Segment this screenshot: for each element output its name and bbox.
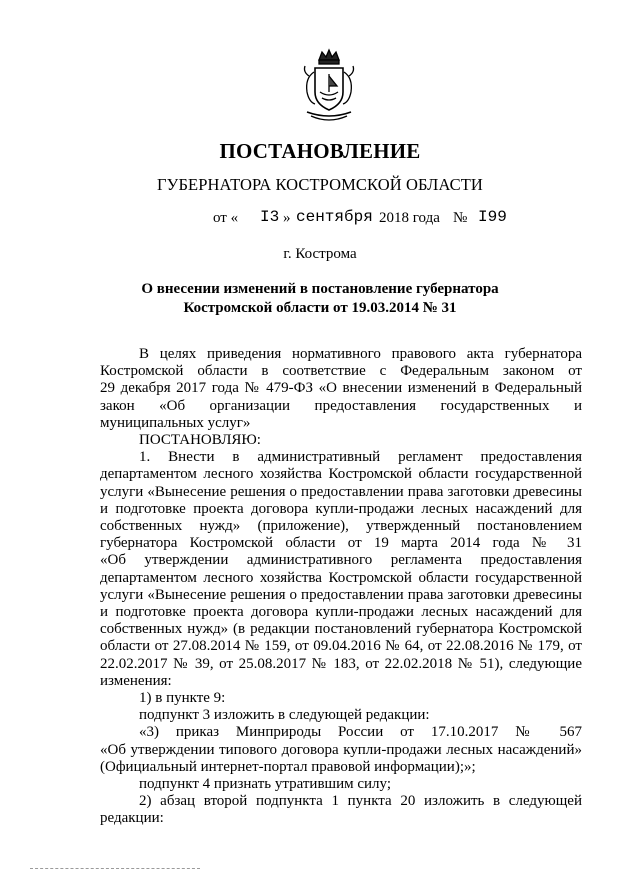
date-month: сентября [296,208,373,226]
body-line: услуги «Вынесение решения о предоставлении права заготовки древесины [100,483,582,500]
body-line: Костромской области в соответствие с Федеральным законом от [100,363,582,380]
body-line: 1. Внести в административный регламент предоставления [139,449,582,466]
body-line: 22.02.2017 № 39, от 25.08.2017 № 183, от 22.02.2018 № 51), следующие [100,655,582,672]
date-day: I3 [260,208,280,226]
document-body [100,346,582,828]
number-sign: № [453,210,468,226]
body-line: изменения: [100,672,172,689]
document-number: I99 [478,208,507,226]
body-line: подпункт 4 признать утратившим силу; [139,776,391,793]
body-line: ПОСТАНОВЛЯЮ: [139,432,261,449]
body-line: закон «Об организации предоставления государственных и [100,397,582,414]
document-type: ПОСТАНОВЛЕНИЕ [219,139,421,163]
city-line: г. Кострома [283,246,357,262]
body-line: 2) абзац второй подпункта 1 пункта 20 изложить в следующей [139,793,582,810]
body-line: и подготовке проекта договора купли-продажи лесных насаждений для [100,500,582,517]
body-line: услуги «Вынесение решения о предоставлении права заготовки древесины [100,586,582,603]
body-line: 1) в пункте 9: [139,690,226,707]
date-quote-close: » [283,210,291,226]
date-prefix: от « [213,210,239,226]
date-year: 2018 года [379,210,440,226]
coat-of-arms-emblem [297,46,361,128]
body-line: департаментом лесного хозяйства Костромской области государственной [100,569,582,586]
body-line: и подготовке проекта договора купли-продажи лесных насаждений для [100,604,582,621]
title-line: Костромской области от 19.03.2014 № 31 [183,300,457,316]
body-line: В целях приведения нормативного правового акта губернатора [139,346,582,362]
body-line: подпункт 3 изложить в следующей редакции: [139,707,430,724]
title-line: О внесении изменений в постановление губернатора [141,281,499,297]
body-line: губернатора Костромской области от 19 марта 2014 года № 31 [100,535,582,552]
body-line: редакции: [100,810,164,827]
body-line: 29 декабря 2017 года № 479-ФЗ «О внесении изменений в Федеральный [100,380,582,397]
document-title [0,280,640,318]
body-line: (Официальный интернет-портал правовой информации);»; [100,758,476,775]
footer-divider [30,868,200,869]
body-line: муниципальных услуг» [100,414,251,431]
body-line: собственных нужд» (приложение), утвержденный постановлением [100,518,582,535]
body-line: «Об утверждении административного регламента предоставления [100,552,582,569]
issuer-line: ГУБЕРНАТОРА КОСТРОМСКОЙ ОБЛАСТИ [157,175,483,194]
body-line: департаментом лесного хозяйства Костромской области государственной [100,466,582,483]
body-line: собственных нужд» (в редакции постановлений губернатора Костромской [100,621,582,638]
body-line: области от 27.08.2014 № 159, от 09.04.2016 № 64, от 22.08.2016 № 179, от [100,638,582,655]
body-line: «3) приказ Минприроды России от 17.10.2017 № 567 [139,724,582,741]
body-line: «Об утверждении типового договора купли-продажи лесных насаждений» [100,741,582,758]
